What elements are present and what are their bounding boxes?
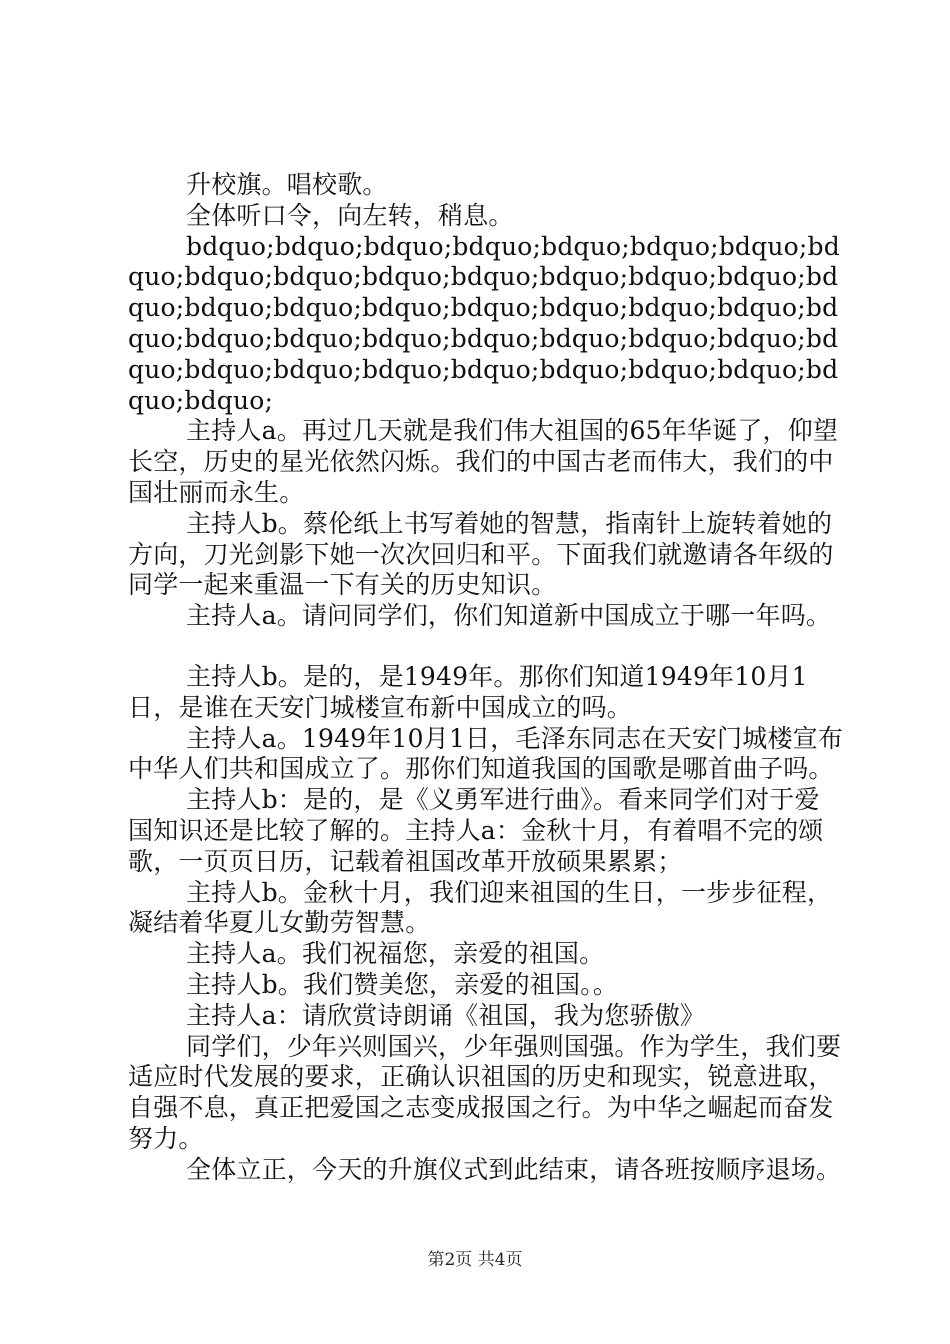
paragraph-closing: 全体立正，今天的升旗仪式到此结束，请各班按顺序退场。 — [186, 1154, 842, 1184]
page-footer: 第2页 共4页 — [427, 1250, 523, 1270]
paragraph-host-b-1949: 主持人b。是的，是1949年。那你们知道1949年10月1日，是谁在天安门城楼宣布新中国成立的吗。 — [128, 661, 808, 722]
paragraph-bdquo-artifact: bdquo;bdquo;bdquo;bdquo;bdquo;bdquo;bdquo;bdquo;bdquo;bdquo;bdquo;bdquo;bdquo;bdquo;bdquo;bdquo;bdquo;bdquo;bdquo;bdquo;bdquo;bdquo;bdquo;bdquo;bdquo;bdquo;bdquo;bdquo;bdquo;bdquo;bdquo;bdquo;bdquo;bdquo;bdquo;bdquo;bdquo;bdquo;bdquo;bdquo;bdquo; — [128, 231, 840, 415]
paragraph-host-a-founding: 主持人a。1949年10月1日，毛泽东同志在天安门城楼宣布中华人们共和国成立了。那你们知道我国的国歌是哪首曲子吗。 — [128, 723, 844, 784]
paragraph-host-a-bless: 主持人a。我们祝福您，亲爱的祖国。 — [186, 939, 605, 969]
paragraph-host-b-anthem: 主持人b：是的，是《义勇军进行曲》。看来同学们对于爱国知识还是比较了解的。主持人a：金秋十月，有着唱不完的颂歌，一页页日历，记载着祖国改革开放硕果累累； — [128, 785, 824, 876]
paragraph-raise-flag: 升校旗。唱校歌。 — [186, 170, 388, 199]
paragraph-host-b-october: 主持人b。金秋十月，我们迎来祖国的生日，一步步征程，凝结着华夏儿女勤劳智慧。 — [128, 877, 833, 938]
paragraph-turn-left: 全体听口令，向左转，稍息。 — [186, 200, 514, 230]
document-body — [128, 170, 844, 1186]
paragraph-host-b-praise: 主持人b。我们赞美您，亲爱的祖国。。 — [186, 969, 619, 999]
paragraph-host-a-poem: 主持人a：请欣赏诗朗诵《祖国，我为您骄傲》 — [186, 1000, 706, 1030]
paragraph-host-a-anniversary: 主持人a。再过几天就是我们伟大祖国的65年华诞了，仰望长空，历史的星光依然闪烁。我们的中国古老而伟大，我们的中国壮丽而永生。 — [128, 416, 839, 507]
paragraph-host-b-history: 主持人b。蔡伦纸上书写着她的智慧，指南针上旋转着她的方向，刀光剑影下她一次次回归和平。下面我们就邀请各年级的同学一起来重温一下有关的历史知识。 — [128, 508, 834, 600]
paragraph-students: 同学们，少年兴则国兴，少年强则国强。作为学生，我们要适应时代发展的要求，正确认识祖国的历史和现实，锐意进取，自强不息，真正把爱国之志变成报国之行。为中华之崛起而奋发努力。 — [128, 1031, 842, 1153]
paragraph-host-a-question: 主持人a。请问同学们，你们知道新中国成立于哪一年吗。 — [186, 601, 832, 631]
